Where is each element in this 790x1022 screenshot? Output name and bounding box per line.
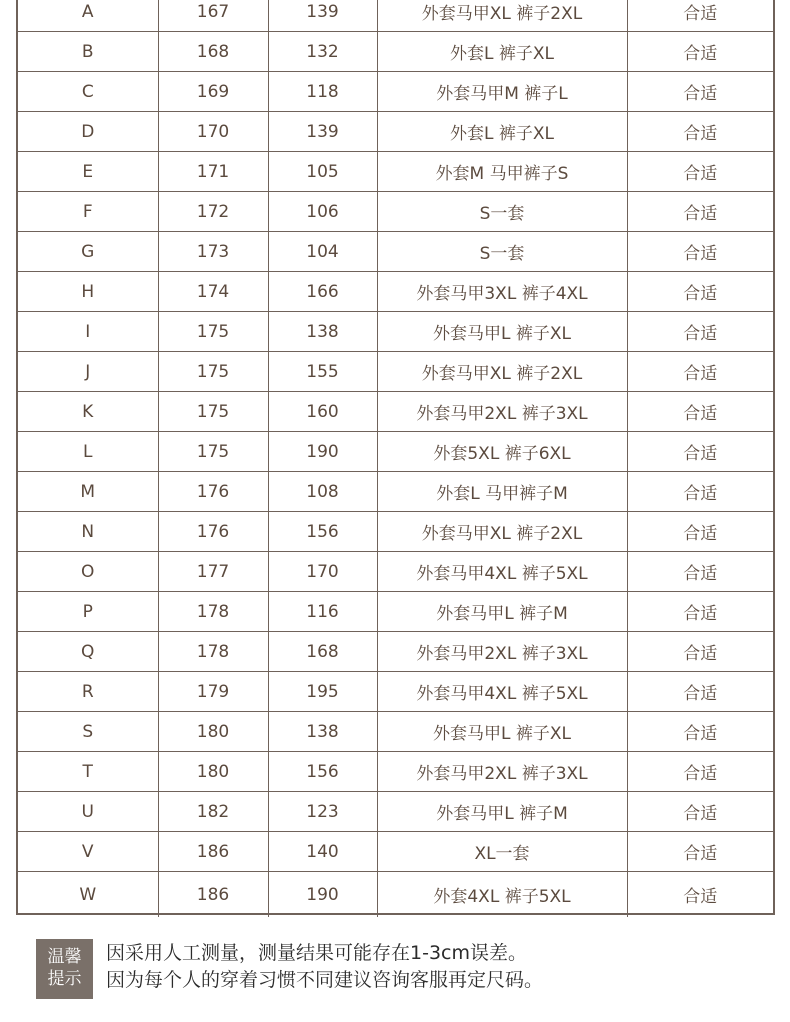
table-row bbox=[18, 432, 773, 472]
fit-cell: 合适 bbox=[627, 392, 773, 432]
weight-cell: 156 bbox=[268, 752, 377, 792]
weight-cell: 168 bbox=[268, 632, 377, 672]
weight-cell: 155 bbox=[268, 352, 377, 392]
row-label-cell: E bbox=[18, 152, 158, 192]
height-cell: 175 bbox=[158, 312, 268, 352]
size-cell: 外套马甲XL 裤子2XL bbox=[377, 352, 627, 392]
tip-line-measurement-error: 因采用人工测量，测量结果可能存在1-3cm误差。 bbox=[106, 942, 527, 964]
fit-cell: 合适 bbox=[627, 752, 773, 792]
height-cell: 176 bbox=[158, 472, 268, 512]
row-label-cell: U bbox=[18, 792, 158, 832]
fit-cell: 合适 bbox=[627, 312, 773, 352]
weight-cell: 108 bbox=[268, 472, 377, 512]
fit-cell: 合适 bbox=[627, 712, 773, 752]
weight-cell: 106 bbox=[268, 192, 377, 232]
size-cell: 外套马甲XL 裤子2XL bbox=[377, 512, 627, 552]
table-row bbox=[18, 872, 773, 918]
fit-cell: 合适 bbox=[627, 232, 773, 272]
weight-cell: 140 bbox=[268, 832, 377, 872]
table-row bbox=[18, 312, 773, 352]
fit-cell: 合适 bbox=[627, 592, 773, 632]
weight-cell: 139 bbox=[268, 0, 377, 32]
size-cell: 外套马甲L 裤子XL bbox=[377, 312, 627, 352]
weight-cell: 170 bbox=[268, 552, 377, 592]
height-cell: 178 bbox=[158, 632, 268, 672]
tip-badge-line2: 提示 bbox=[47, 969, 82, 989]
size-cell: 外套L 马甲裤子M bbox=[377, 472, 627, 512]
table-row bbox=[18, 392, 773, 432]
row-label-cell: F bbox=[18, 192, 158, 232]
height-cell: 182 bbox=[158, 792, 268, 832]
row-label-cell: A bbox=[18, 0, 158, 32]
fit-cell: 合适 bbox=[627, 632, 773, 672]
row-label-cell: I bbox=[18, 312, 158, 352]
size-cell: 外套马甲2XL 裤子3XL bbox=[377, 632, 627, 672]
row-label-cell: J bbox=[18, 352, 158, 392]
height-cell: 175 bbox=[158, 392, 268, 432]
height-cell: 168 bbox=[158, 32, 268, 72]
fit-cell: 合适 bbox=[627, 552, 773, 592]
table-row bbox=[18, 592, 773, 632]
row-label-cell: R bbox=[18, 672, 158, 712]
table-row bbox=[18, 832, 773, 872]
height-cell: 186 bbox=[158, 872, 268, 918]
fit-cell: 合适 bbox=[627, 672, 773, 712]
tip-text bbox=[106, 940, 543, 994]
row-label-cell: P bbox=[18, 592, 158, 632]
size-cell: S一套 bbox=[377, 232, 627, 272]
fit-cell: 合适 bbox=[627, 32, 773, 72]
weight-cell: 123 bbox=[268, 792, 377, 832]
weight-cell: 195 bbox=[268, 672, 377, 712]
fit-cell: 合适 bbox=[627, 832, 773, 872]
height-cell: 174 bbox=[158, 272, 268, 312]
table-row bbox=[18, 512, 773, 552]
fit-cell: 合适 bbox=[627, 432, 773, 472]
weight-cell: 166 bbox=[268, 272, 377, 312]
fit-cell: 合适 bbox=[627, 792, 773, 832]
row-label-cell: K bbox=[18, 392, 158, 432]
size-cell: S一套 bbox=[377, 192, 627, 232]
table-row bbox=[18, 352, 773, 392]
fit-cell: 合适 bbox=[627, 0, 773, 32]
size-cell: 外套马甲4XL 裤子5XL bbox=[377, 672, 627, 712]
height-cell: 179 bbox=[158, 672, 268, 712]
fit-cell: 合适 bbox=[627, 72, 773, 112]
size-cell: 外套马甲2XL 裤子3XL bbox=[377, 392, 627, 432]
table-row bbox=[18, 792, 773, 832]
fit-cell: 合适 bbox=[627, 472, 773, 512]
weight-cell: 118 bbox=[268, 72, 377, 112]
weight-cell: 190 bbox=[268, 872, 377, 918]
row-label-cell: T bbox=[18, 752, 158, 792]
table-row bbox=[18, 712, 773, 752]
height-cell: 173 bbox=[158, 232, 268, 272]
fit-cell: 合适 bbox=[627, 272, 773, 312]
row-label-cell: M bbox=[18, 472, 158, 512]
size-cell: 外套马甲L 裤子M bbox=[377, 592, 627, 632]
height-cell: 167 bbox=[158, 0, 268, 32]
size-cell: XL一套 bbox=[377, 832, 627, 872]
size-cell: 外套5XL 裤子6XL bbox=[377, 432, 627, 472]
row-label-cell: S bbox=[18, 712, 158, 752]
table-row bbox=[18, 752, 773, 792]
height-cell: 176 bbox=[158, 512, 268, 552]
weight-cell: 139 bbox=[268, 112, 377, 152]
row-label-cell: W bbox=[18, 872, 158, 918]
height-cell: 170 bbox=[158, 112, 268, 152]
size-table-body bbox=[18, 0, 773, 917]
table-row bbox=[18, 232, 773, 272]
weight-cell: 138 bbox=[268, 312, 377, 352]
height-cell: 169 bbox=[158, 72, 268, 112]
row-label-cell: C bbox=[18, 72, 158, 112]
row-label-cell: Q bbox=[18, 632, 158, 672]
height-cell: 178 bbox=[158, 592, 268, 632]
height-cell: 172 bbox=[158, 192, 268, 232]
size-cell: 外套马甲3XL 裤子4XL bbox=[377, 272, 627, 312]
weight-cell: 116 bbox=[268, 592, 377, 632]
tip-line-consult-service: 因为每个人的穿着习惯不同建议咨询客服再定尺码。 bbox=[106, 969, 544, 991]
size-cell: 外套马甲M 裤子L bbox=[377, 72, 627, 112]
table-row bbox=[18, 632, 773, 672]
size-cell: 外套马甲L 裤子M bbox=[377, 792, 627, 832]
weight-cell: 132 bbox=[268, 32, 377, 72]
row-label-cell: D bbox=[18, 112, 158, 152]
table-row bbox=[18, 472, 773, 512]
size-cell: 外套马甲XL 裤子2XL bbox=[377, 0, 627, 32]
row-label-cell: H bbox=[18, 272, 158, 312]
height-cell: 180 bbox=[158, 752, 268, 792]
size-reference-table-container bbox=[16, 0, 775, 915]
weight-cell: 190 bbox=[268, 432, 377, 472]
fit-cell: 合适 bbox=[627, 112, 773, 152]
tip-badge bbox=[36, 939, 93, 999]
size-cell: 外套马甲L 裤子XL bbox=[377, 712, 627, 752]
fit-cell: 合适 bbox=[627, 152, 773, 192]
tip-badge-line1: 温馨 bbox=[47, 947, 82, 967]
weight-cell: 105 bbox=[268, 152, 377, 192]
size-cell: 外套L 裤子XL bbox=[377, 112, 627, 152]
row-label-cell: N bbox=[18, 512, 158, 552]
height-cell: 175 bbox=[158, 432, 268, 472]
table-row bbox=[18, 672, 773, 712]
table-row bbox=[18, 0, 773, 32]
row-label-cell: B bbox=[18, 32, 158, 72]
table-row bbox=[18, 272, 773, 312]
row-label-cell: L bbox=[18, 432, 158, 472]
table-row bbox=[18, 112, 773, 152]
tip-block bbox=[36, 939, 756, 999]
weight-cell: 156 bbox=[268, 512, 377, 552]
fit-cell: 合适 bbox=[627, 512, 773, 552]
table-row bbox=[18, 192, 773, 232]
fit-cell: 合适 bbox=[627, 192, 773, 232]
height-cell: 171 bbox=[158, 152, 268, 192]
weight-cell: 104 bbox=[268, 232, 377, 272]
fit-cell: 合适 bbox=[627, 352, 773, 392]
weight-cell: 160 bbox=[268, 392, 377, 432]
size-cell: 外套M 马甲裤子S bbox=[377, 152, 627, 192]
size-reference-table bbox=[18, 0, 773, 917]
row-label-cell: G bbox=[18, 232, 158, 272]
weight-cell: 138 bbox=[268, 712, 377, 752]
size-cell: 外套4XL 裤子5XL bbox=[377, 872, 627, 918]
height-cell: 180 bbox=[158, 712, 268, 752]
height-cell: 186 bbox=[158, 832, 268, 872]
fit-cell: 合适 bbox=[683, 887, 718, 907]
table-row bbox=[18, 552, 773, 592]
size-cell: 外套马甲4XL 裤子5XL bbox=[377, 552, 627, 592]
size-cell: 外套马甲2XL 裤子3XL bbox=[377, 752, 627, 792]
table-row bbox=[18, 72, 773, 112]
row-label-cell: V bbox=[18, 832, 158, 872]
height-cell: 177 bbox=[158, 552, 268, 592]
row-label-cell: O bbox=[18, 552, 158, 592]
table-row bbox=[18, 152, 773, 192]
table-row bbox=[18, 32, 773, 72]
size-cell: 外套L 裤子XL bbox=[377, 32, 627, 72]
height-cell: 175 bbox=[158, 352, 268, 392]
